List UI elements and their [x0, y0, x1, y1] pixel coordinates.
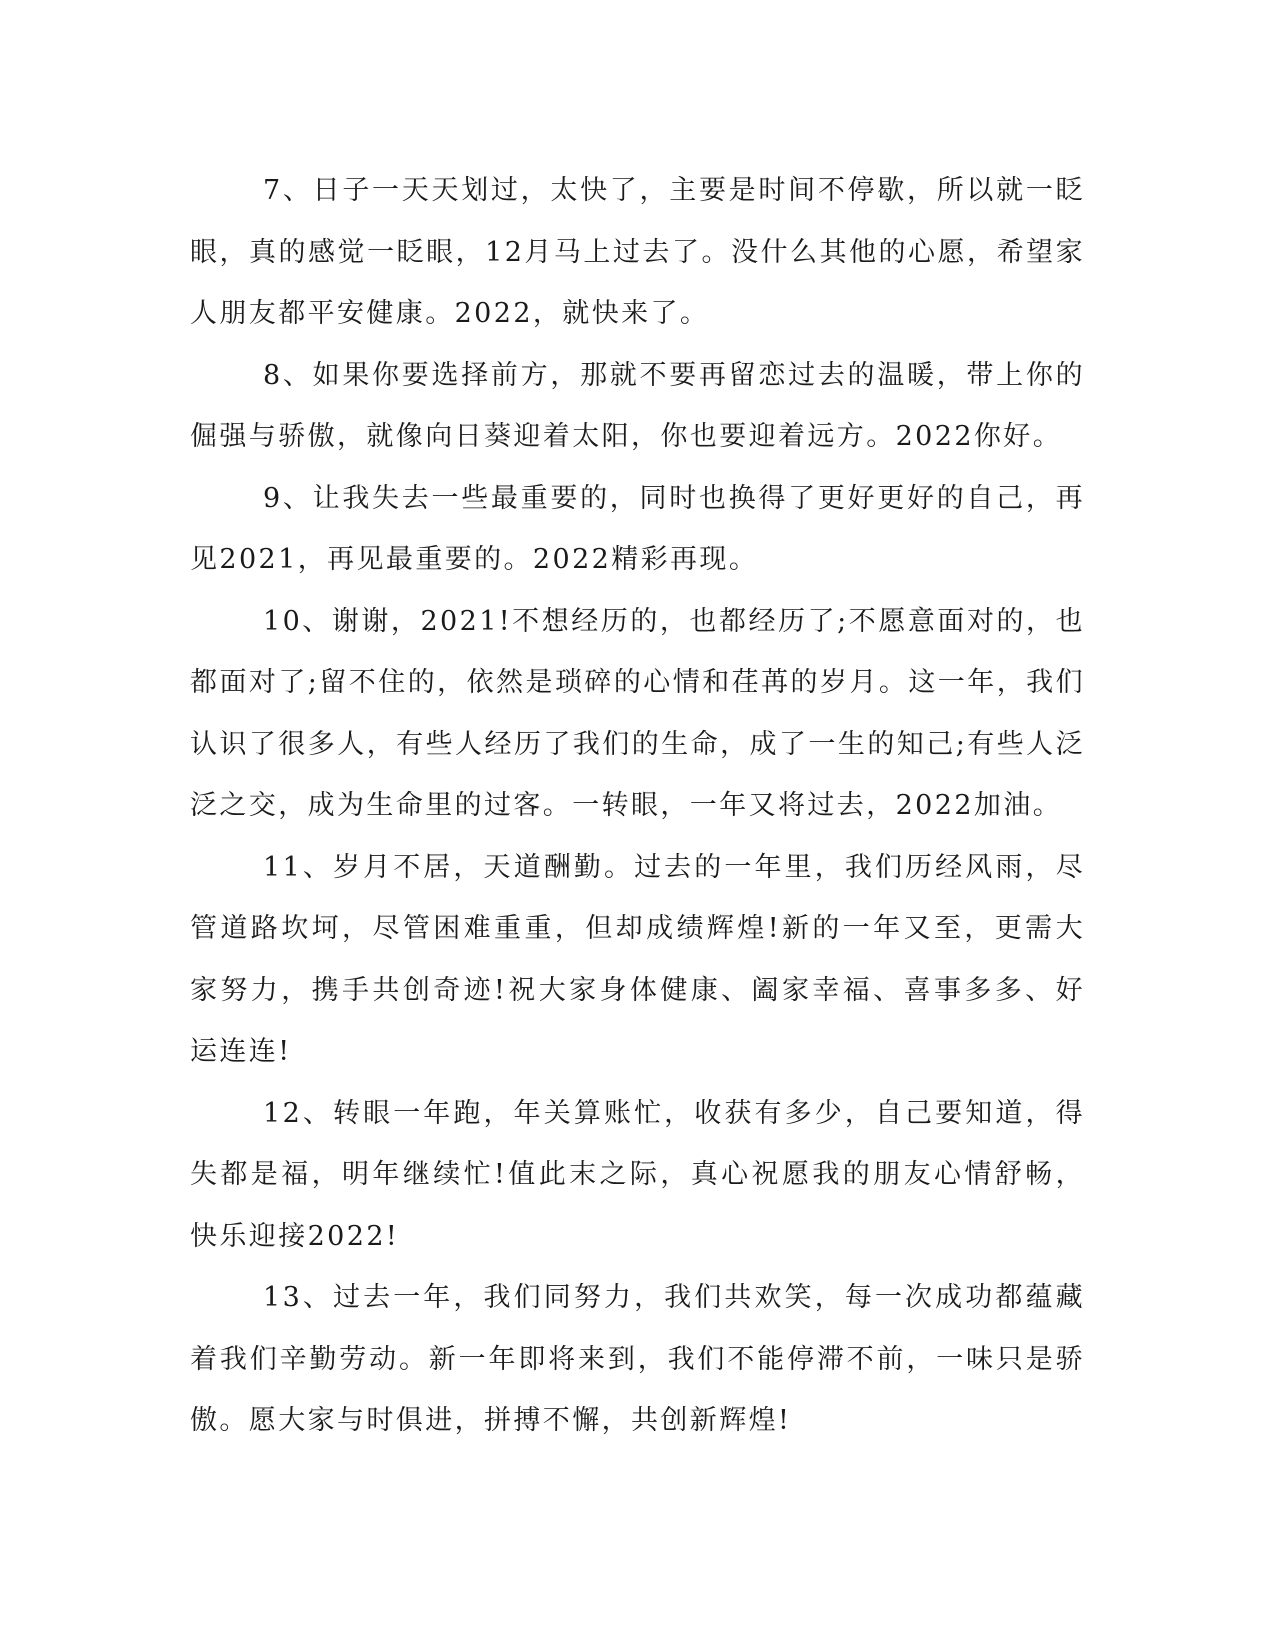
paragraph-11: 11、岁月不居，天道酬勤。过去的一年里，我们历经风雨，尽管道路坎坷，尽管困难重重，但却成绩辉煌!新的一年又至，更需大家努力，携手共创奇迹!祝大家身体健康、阖家幸福、喜事多多、好运连连! [190, 851, 1085, 1067]
paragraph-10: 10、谢谢，2021!不想经历的，也都经历了;不愿意面对的，也都面对了;留不住的，依然是琐碎的心情和荏苒的岁月。这一年，我们认识了很多人，有些人经历了我们的生命，成了一生的知己;有些人泛泛之交，成为生命里的过客。一转眼，一年又将过去，2022加油。 [190, 605, 1085, 821]
paragraph-12: 12、转眼一年跑，年关算账忙，收获有多少，自己要知道，得失都是福，明年继续忙!值此末之际，真心祝愿我的朋友心情舒畅，快乐迎接2022! [190, 1097, 1085, 1252]
document-body [190, 160, 1085, 1452]
paragraph-8: 8、如果你要选择前方，那就不要再留恋过去的温暖，带上你的倔强与骄傲，就像向日葵迎着太阳，你也要迎着远方。2022你好。 [190, 359, 1085, 452]
paragraph-7: 7、日子一天天划过，太快了，主要是时间不停歇，所以就一眨眼，真的感觉一眨眼，12月马上过去了。没什么其他的心愿，希望家人朋友都平安健康。2022，就快来了。 [190, 175, 1085, 329]
paragraph-9: 9、让我失去一些最重要的，同时也换得了更好更好的自己，再见2021，再见最重要的。2022精彩再现。 [190, 482, 1085, 575]
paragraph-13: 13、过去一年，我们同努力，我们共欢笑，每一次成功都蕴藏着我们辛勤劳动。新一年即将来到，我们不能停滞不前，一味只是骄傲。愿大家与时俱进，拼搏不懈，共创新辉煌! [190, 1282, 1085, 1436]
